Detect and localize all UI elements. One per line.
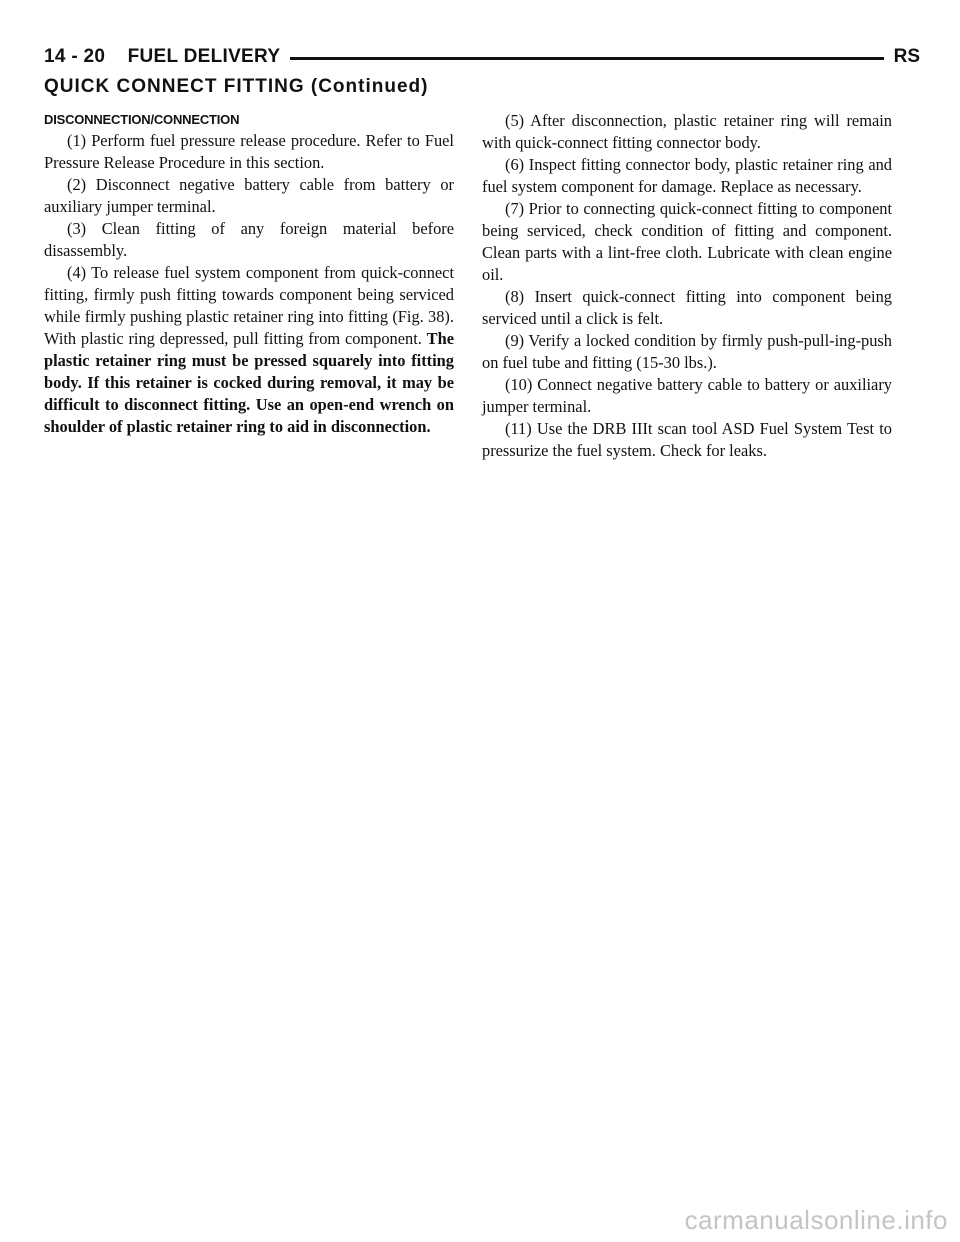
step-4-warning: The plastic retainer ring must be pressed squarely into fitting body. If this retainer is cocked during removal, it may be difficult to disconnect fitting. Use an open-end wrench on shoulder of plastic retainer ring to aid in disconnection. xyxy=(44,329,454,436)
step-2: (2) Disconnect negative battery cable from battery or auxiliary jumper terminal. xyxy=(44,175,454,216)
section-title: QUICK CONNECT FITTING (Continued) xyxy=(44,76,429,97)
page-number-and-chapter: 14 - 20 FUEL DELIVERY xyxy=(44,46,290,68)
step-11: (11) Use the DRB IIIt scan tool ASD Fuel System Test to pressurize the fuel system. Check for leaks. xyxy=(482,419,892,460)
step-3: (3) Clean fitting of any foreign material before disassembly. xyxy=(44,219,454,260)
right-column xyxy=(482,110,892,462)
step-9: (9) Verify a locked condition by firmly push-pull-ing-push on fuel tube and fitting (15-30 lbs.). xyxy=(482,331,892,372)
step-4 xyxy=(44,262,454,438)
step-10: (10) Connect negative battery cable to battery or auxiliary jumper terminal. xyxy=(482,375,892,416)
subsection-heading: DISCONNECTION/CONNECTION xyxy=(44,112,240,127)
step-5: (5) After disconnection, plastic retainer ring will remain with quick-connect fitting connector body. xyxy=(482,111,892,152)
step-8: (8) Insert quick-connect fitting into component being serviced until a click is felt. xyxy=(482,287,892,328)
page-header xyxy=(44,46,920,70)
step-4-text: (4) To release fuel system component from quick-connect fitting, firmly push fitting towards component being serviced while firmly pushing plastic retainer ring into fitting (Fig. 38). With plastic ring depressed, pull fitting from component. xyxy=(44,263,454,348)
left-column xyxy=(44,110,454,438)
watermark: carmanualsonline.info xyxy=(684,1205,948,1235)
step-1: (1) Perform fuel pressure release procedure. Refer to Fuel Pressure Release Procedure in this section. xyxy=(44,131,454,172)
model-code: RS xyxy=(884,46,920,68)
step-6: (6) Inspect fitting connector body, plastic retainer ring and fuel system component for damage. Replace as necessary. xyxy=(482,155,892,196)
step-7: (7) Prior to connecting quick-connect fitting to component being serviced, check condition of fitting and component. Clean parts with a lint-free cloth. Lubricate with clean engine oil. xyxy=(482,199,892,284)
